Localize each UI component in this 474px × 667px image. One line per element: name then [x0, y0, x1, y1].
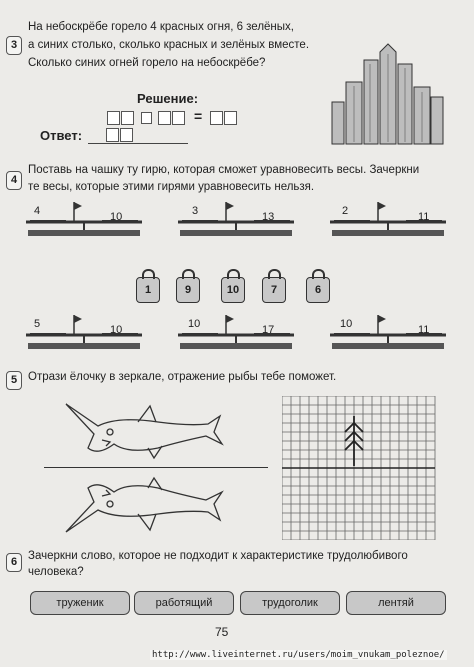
word-option[interactable]: трудоголик	[240, 591, 340, 615]
task-6-number: 6	[6, 553, 22, 572]
task-6-line-2: человека?	[28, 566, 84, 578]
task-4-line-1: Поставь на чашку ту гирю, которая сможет уравновесить весы. Зачеркни	[28, 164, 420, 176]
footer-url: http://www.liveinternet.ru/users/moim_vnukam_poleznoe/	[152, 650, 445, 660]
task-6-line-1: Зачеркни слово, которое не подходит к характеристике трудолюбивого	[28, 550, 408, 562]
right-pan-value: 10	[110, 324, 123, 336]
solution-label: Решение:	[137, 91, 199, 106]
word-option[interactable]: работящий	[134, 591, 234, 615]
page-number: 75	[215, 625, 229, 639]
right-pan-value: 17	[262, 324, 275, 336]
answer-label: Ответ:	[40, 128, 83, 143]
weight-item[interactable]: 10	[221, 277, 245, 303]
drawing-grid[interactable]	[282, 396, 440, 545]
balance-scale[interactable]	[326, 313, 452, 361]
weight-item[interactable]: 7	[262, 277, 286, 303]
balance-scale[interactable]	[174, 200, 300, 248]
left-pan-value: 5	[34, 318, 41, 330]
left-pan-value: 2	[342, 205, 349, 217]
solution-digit-box[interactable]	[121, 111, 134, 125]
solution-digit-box[interactable]	[224, 111, 237, 125]
task-5-number: 5	[6, 371, 22, 390]
word-option[interactable]: труженик	[30, 591, 130, 615]
solution-digit-box[interactable]	[210, 111, 223, 125]
right-pan-value: 10	[110, 211, 123, 223]
task-3-line-2: а синих столько, сколько красных и зелёных вместе.	[28, 39, 310, 51]
solution-digit-box[interactable]	[158, 111, 171, 125]
weight-item[interactable]: 1	[136, 277, 160, 303]
weight-item[interactable]: 6	[306, 277, 330, 303]
right-pan-value: 11	[418, 211, 430, 223]
task-4-number: 4	[6, 171, 22, 190]
mirror-line	[44, 467, 268, 468]
left-pan-value: 10	[340, 318, 353, 330]
balance-scale[interactable]	[326, 200, 452, 248]
operator-box[interactable]	[141, 112, 152, 124]
solution-digit-box[interactable]	[172, 111, 185, 125]
grid-lines	[282, 396, 440, 540]
task-3-number: 3	[6, 36, 22, 55]
balance-scale[interactable]	[174, 313, 300, 361]
left-pan-value: 10	[188, 318, 201, 330]
skyscraper-illustration	[328, 42, 446, 148]
word-option[interactable]: лентяй	[346, 591, 446, 615]
solution-digit-box[interactable]	[107, 111, 120, 125]
equals-sign: =	[194, 108, 203, 124]
answer-digit-box[interactable]	[120, 128, 133, 142]
answer-line	[88, 143, 188, 144]
balance-scale-icon	[22, 313, 148, 361]
task-3-line-1: На небоскрёбе горело 4 красных огня, 6 зелёных,	[28, 21, 294, 33]
task-3-line-3: Сколько синих огней горело на небоскрёбе?	[28, 57, 266, 69]
task-4-line-2: те весы, которые этими гирями уравновесить нельзя.	[28, 181, 315, 193]
task-5-text: Отрази ёлочку в зеркале, отражение рыбы тебе поможет.	[28, 371, 337, 383]
balance-scale[interactable]	[22, 200, 148, 248]
left-pan-value: 4	[34, 205, 41, 217]
left-pan-value: 3	[192, 205, 199, 217]
balance-scale[interactable]	[22, 313, 148, 361]
answer-digit-box[interactable]	[106, 128, 119, 142]
balance-scale-icon	[22, 200, 148, 248]
right-pan-value: 11	[418, 324, 430, 336]
weight-item[interactable]: 9	[176, 277, 200, 303]
right-pan-value: 13	[262, 211, 275, 223]
